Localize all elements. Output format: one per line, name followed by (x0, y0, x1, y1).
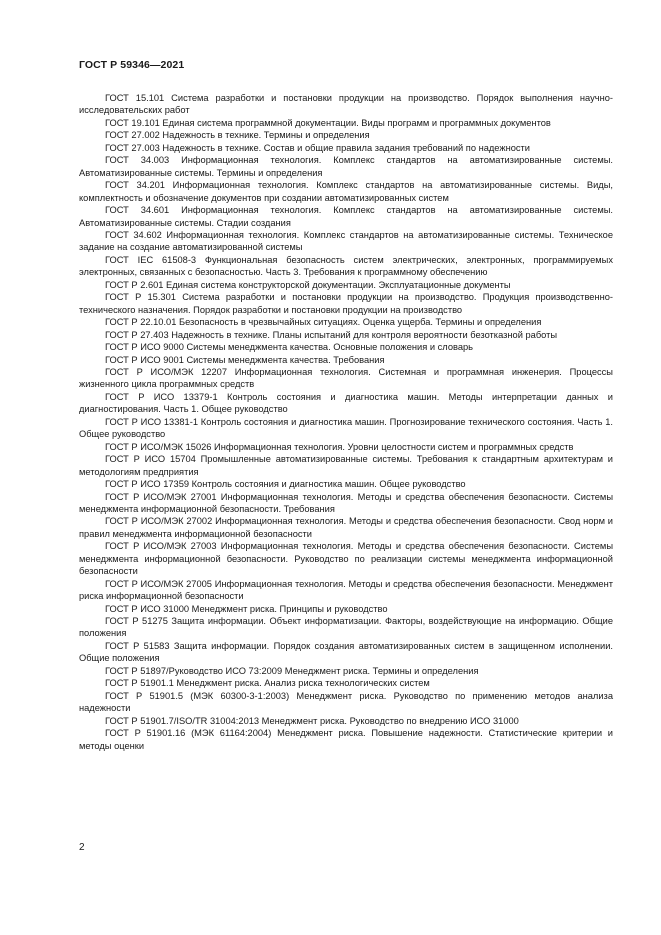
reference-item: ГОСТ Р ИСО 9001 Системы менеджмента качества. Требования (105, 354, 385, 365)
reference-item: ГОСТ 34.003 Информационная технология. Комплекс стандартов на автоматизированные системы. Автоматизированные системы. Термины и определения (79, 155, 613, 178)
reference-item: ГОСТ Р ИСО 15704 Промышленные автоматизированные системы. Требования к стандартным архитектурам и методологиям предприятия (79, 454, 613, 477)
reference-item: ГОСТ Р 51901.7/ISO/TR 31004:2013 Менеджмент риска. Руководство по внедрению ИСО 31000 (105, 715, 519, 726)
reference-item: ГОСТ 15.101 Система разработки и постановки продукции на производство. Порядок выполнения научно-исследовательских работ (79, 93, 613, 116)
reference-item: ГОСТ Р ИСО 17359 Контроль состояния и диагностика машин. Общее руководство (105, 479, 466, 490)
reference-item: ГОСТ Р ИСО/МЭК 27003 Информационная технология. Методы и средства обеспечения безопасности. Системы менеджмента информационной безопасности. Руководство по реализации системы менеджмента информационной безопасности (79, 541, 613, 577)
reference-item: ГОСТ Р 2.601 Единая система конструкторской документации. Эксплуатационные документы (105, 279, 511, 290)
reference-item: ГОСТ IEC 61508-3 Функциональная безопасность систем электрических, электронных, программируемых электронных, связанных с безопасностью. Часть 3. Требования к программному обеспечению (79, 254, 613, 278)
reference-item: ГОСТ Р ИСО 31000 Менеджмент риска. Принципы и руководство (105, 603, 388, 614)
reference-item: ГОСТ Р ИСО 13381-1 Контроль состояния и диагностика машин. Прогнозирование технического состояния. Часть 1. Общее руководство (79, 416, 613, 440)
reference-item: ГОСТ Р 15.301 Система разработки и постановки продукции на производство. Продукция производственно-технического назначения. Порядок разработки и постановки продукции на производство (79, 292, 613, 315)
reference-item: ГОСТ 27.002 Надежность в технике. Термины и определения (105, 130, 370, 141)
reference-item: ГОСТ Р 51901.1 Менеджмент риска. Анализ риска технологических систем (105, 678, 430, 689)
reference-item: ГОСТ 34.602 Информационная технология. Комплекс стандартов на автоматизированные системы. Техническое задание на создание автоматизированной системы (79, 229, 613, 253)
reference-item: ГОСТ 19.101 Единая система программной документации. Виды программ и программных документов (105, 117, 551, 128)
normative-references-list (79, 92, 613, 752)
reference-item: ГОСТ Р ИСО/МЭК 27001 Информационная технология. Методы и средства обеспечения безопасности. Системы менеджмента информационной безопасности. Требования (79, 491, 613, 514)
reference-item: ГОСТ Р ИСО/МЭК 27002 Информационная технология. Методы и средства обеспечения безопасности. Свод норм и правил менеджмента информационной безопасности (79, 516, 613, 539)
reference-item: ГОСТ Р ИСО/МЭК 12207 Информационная технология. Системная и программная инженерия. Процессы жизненного цикла программных средств (79, 366, 613, 390)
reference-item: ГОСТ Р 27.403 Надежность в технике. Планы испытаний для контроля вероятности безотказной работы (105, 329, 558, 340)
reference-item: ГОСТ 27.003 Надежность в технике. Состав и общие правила задания требований по надежности (105, 142, 530, 153)
reference-item: ГОСТ Р 51901.5 (МЭК 60300-3-1:2003) Менеджмент риска. Руководство по применению методов анализа надежности (79, 690, 613, 714)
reference-item: ГОСТ Р 51275 Защита информации. Объект информатизации. Факторы, воздействующие на информацию. Общие положения (79, 616, 613, 639)
reference-item: ГОСТ Р ИСО 13379-1 Контроль состояния и диагностика машин. Методы интерпретации данных и диагностирования. Часть 1. Общее руководство (79, 391, 613, 415)
reference-item: ГОСТ 34.201 Информационная технология. Комплекс стандартов на автоматизированные системы. Виды, комплектность и обозначение документов при создании автоматизированных систем (79, 180, 613, 203)
reference-item: ГОСТ 34.601 Информационная технология. Комплекс стандартов на автоматизированные системы. Автоматизированные системы. Стадии создания (79, 205, 613, 228)
reference-item: ГОСТ Р 51901.16 (МЭК 61164:2004) Менеджмент риска. Повышение надежности. Статистические критерии и методы оценки (79, 728, 613, 751)
reference-item: ГОСТ Р ИСО 9000 Системы менеджмента качества. Основные положения и словарь (105, 342, 474, 353)
reference-item: ГОСТ Р 51897/Руководство ИСО 73:2009 Менеджмент риска. Термины и определения (105, 665, 479, 676)
document-header: ГОСТ Р 59346—2021 (79, 59, 185, 71)
reference-item: ГОСТ Р ИСО/МЭК 27005 Информационная технология. Методы и средства обеспечения безопасности. Менеджмент риска информационной безопасности (79, 578, 613, 602)
reference-item: ГОСТ Р 51583 Защита информации. Порядок создания автоматизированных систем в защищенном исполнении. Общие положения (79, 640, 613, 664)
reference-item: ГОСТ Р ИСО/МЭК 15026 Информационная технология. Уровни целостности систем и программных средств (105, 441, 574, 452)
reference-item: ГОСТ Р 22.10.01 Безопасность в чрезвычайных ситуациях. Оценка ущерба. Термины и определения (105, 317, 542, 328)
page-number: 2 (79, 842, 85, 853)
